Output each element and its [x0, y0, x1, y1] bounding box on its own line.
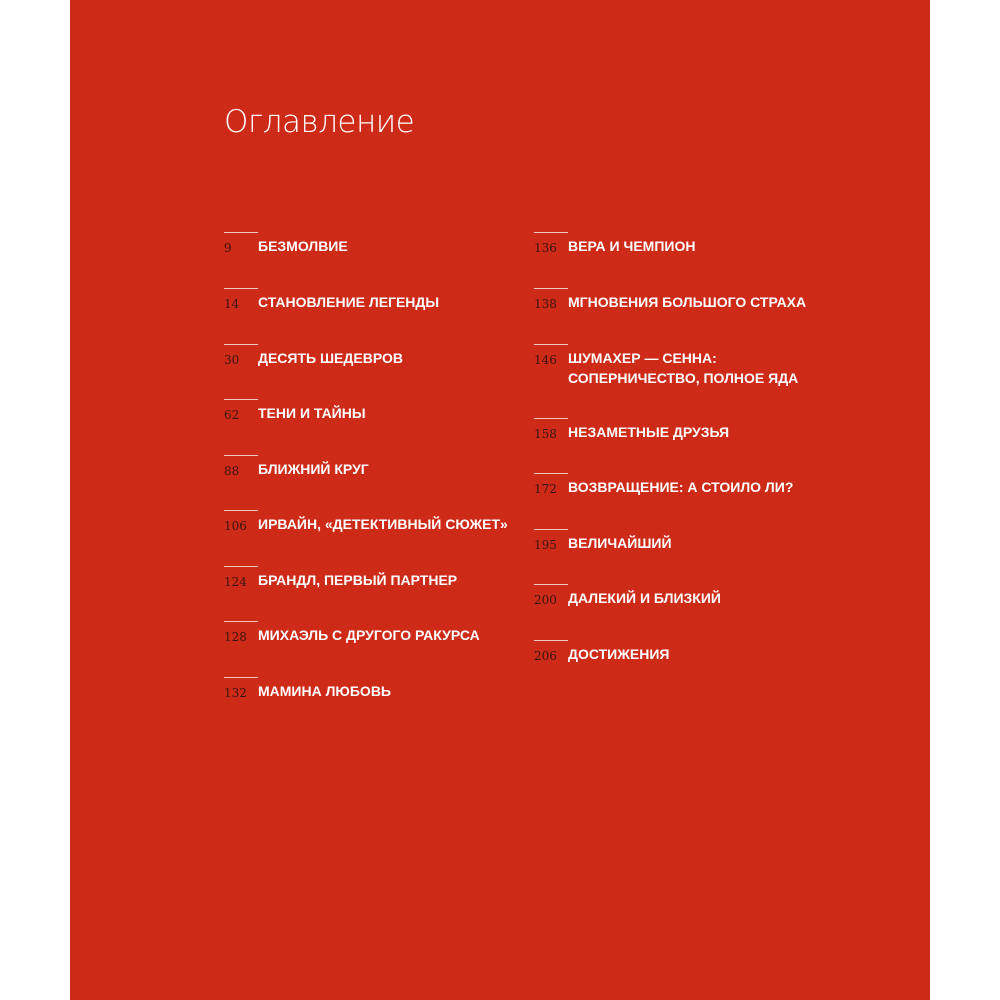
toc-column-left [224, 232, 544, 733]
toc-page-number: 206 [534, 640, 568, 663]
toc-page-number: 128 [224, 621, 258, 644]
toc-entry [224, 621, 544, 677]
toc-chapter-title: МИХАЭЛЬ С ДРУГОГО РАКУРСА [258, 627, 480, 643]
toc-page-number: 88 [224, 455, 258, 478]
toc-entry [534, 529, 854, 584]
toc-page-number: 30 [224, 344, 258, 367]
toc-chapter-title: ДЕСЯТЬ ШЕДЕВРОВ [258, 350, 403, 366]
toc-entry [534, 473, 854, 529]
toc-chapter-title: ТЕНИ И ТАЙНЫ [258, 405, 366, 421]
toc-page-number: 172 [534, 473, 568, 496]
toc-entry [534, 640, 854, 696]
toc-chapter-title: МГНОВЕНИЯ БОЛЬШОГО СТРАХА [568, 294, 807, 310]
toc-entry [534, 288, 854, 344]
toc-chapter-title: МАМИНА ЛЮБОВЬ [258, 683, 391, 699]
toc-chapter-title: БЕЗМОЛВИЕ [258, 238, 348, 254]
page-title: Оглавление [224, 104, 415, 140]
toc-entry [224, 399, 544, 455]
toc-chapter-title: ВОЗВРАЩЕНИЕ: А СТОИЛО ЛИ? [568, 479, 794, 495]
book-page [70, 0, 930, 1000]
toc-chapter-title: ДОСТИЖЕНИЯ [568, 646, 670, 662]
toc-entry [224, 677, 544, 733]
toc-chapter-title: ДАЛЕКИЙ И БЛИЗКИЙ [568, 590, 721, 606]
toc-chapter-title: БРАНДЛ, ПЕРВЫЙ ПАРТНЕР [258, 572, 458, 588]
toc-entry [534, 344, 854, 418]
toc-column-right [534, 232, 854, 696]
toc-entry [224, 344, 544, 399]
toc-entry [224, 455, 544, 510]
toc-entry [224, 510, 544, 566]
toc-page-number: 62 [224, 399, 258, 422]
toc-entry [534, 232, 854, 288]
toc-chapter-title: НЕЗАМЕТНЫЕ ДРУЗЬЯ [568, 424, 730, 440]
toc-page-number: 9 [224, 232, 258, 255]
toc-page-number: 138 [534, 288, 568, 311]
toc-chapter-title: ВЕЛИЧАЙШИЙ [568, 535, 672, 551]
toc-page-number: 200 [534, 584, 568, 607]
toc-entry [224, 288, 544, 344]
toc-entry [534, 584, 854, 640]
toc-page-number: 146 [534, 344, 568, 367]
toc-entry [534, 418, 854, 473]
toc-entry [224, 232, 544, 288]
toc-page-number: 158 [534, 418, 568, 441]
toc-chapter-title: ВЕРА И ЧЕМПИОН [568, 238, 696, 254]
toc-chapter-title: ИРВАЙН, «ДЕТЕКТИВНЫЙ СЮЖЕТ» [258, 516, 508, 532]
toc-page-number: 195 [534, 529, 568, 552]
toc-page-number: 136 [534, 232, 568, 255]
toc-page-number: 124 [224, 566, 258, 589]
toc-entry [224, 566, 544, 621]
toc-page-number: 14 [224, 288, 258, 311]
toc-chapter-title: ШУМАХЕР — СЕННА: СОПЕРНИЧЕСТВО, ПОЛНОЕ ЯДА [568, 350, 799, 386]
toc-page-number: 106 [224, 510, 258, 533]
toc-chapter-title: СТАНОВЛЕНИЕ ЛЕГЕНДЫ [258, 294, 440, 310]
toc-chapter-title: БЛИЖНИЙ КРУГ [258, 461, 369, 477]
toc-page-number: 132 [224, 677, 258, 700]
